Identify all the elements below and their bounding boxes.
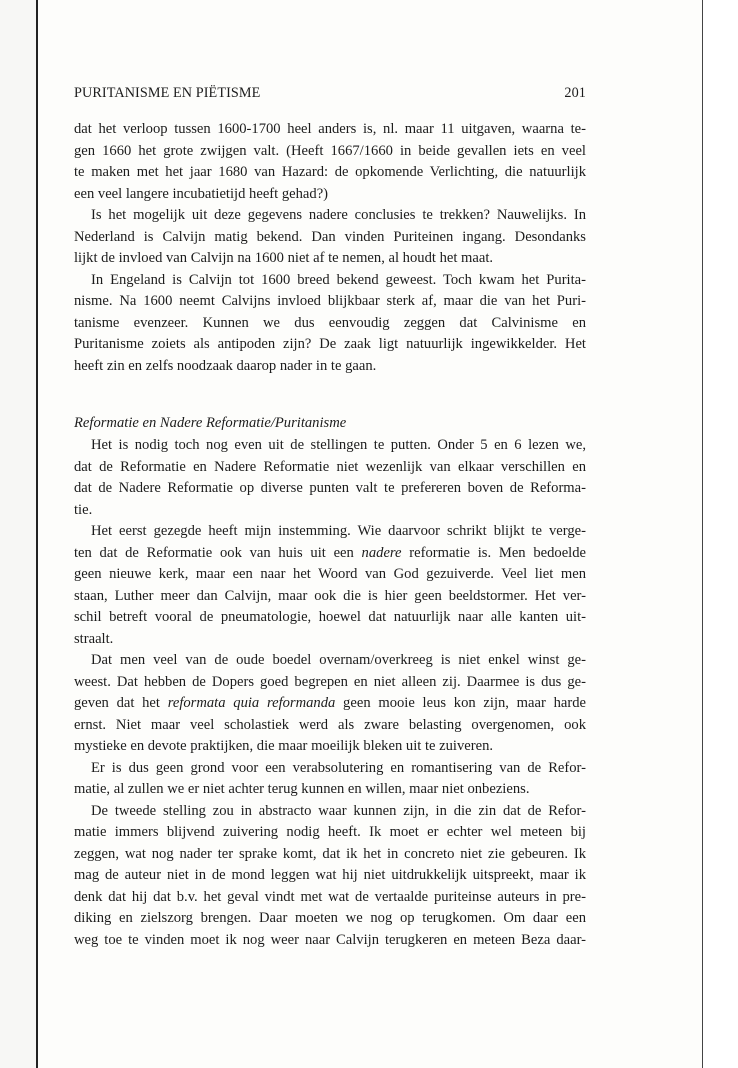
text-line: gen 1660 het grote zwijgen valt. (Heeft 1667/1660 in beide gevallen iets en veel bbox=[74, 142, 586, 159]
text-line: schil betreft vooral de pneumatologie, hoewel dat natuurlijk naar alle kanten uit- bbox=[74, 609, 586, 625]
text-line: ernst. Niet maar veel scholastiek werd als zware belasting overgenomen, ook bbox=[74, 716, 586, 733]
paragraph bbox=[74, 435, 586, 521]
paragraph bbox=[74, 758, 586, 801]
text-line: diking en zielszorg brengen. Daar moeten we nog op terugkomen. Om daar een bbox=[74, 910, 586, 926]
text-segment: geen mooie leus kon zijn, maar harde bbox=[335, 695, 586, 711]
text-line: Dat men veel van de oude boedel overnam/overkreeg is niet enkel winst ge- bbox=[91, 652, 586, 668]
text-line: heeft zin en zelfs noodzaak daarop nader in te gaan. bbox=[74, 357, 377, 374]
scan-margin-left bbox=[0, 0, 36, 1068]
text-line: nisme. Na 1600 neemt Calvijns invloed blijkbaar sterk af, maar die van het Puri- bbox=[74, 293, 586, 309]
text-segment: geven dat het bbox=[74, 695, 168, 711]
paragraph bbox=[74, 801, 586, 952]
text-line: tanisme evenzeer. Kunnen we dus eenvoudig zeggen dat Calvinisme en bbox=[74, 314, 586, 331]
text-line bbox=[74, 543, 586, 565]
text-line: Puritanisme zoiets als antipoden zijn? De zaak ligt natuurlijk ingewikkelder. Het bbox=[74, 336, 586, 352]
page-number: 201 bbox=[564, 85, 586, 101]
text-line: straalt. bbox=[74, 630, 114, 647]
text-line: matie, al zullen we er niet achter terug kunnen en willen, maar niet onbeziens. bbox=[74, 781, 530, 797]
paragraph bbox=[74, 521, 586, 650]
text-segment: reformatie is. Men bedoelde bbox=[401, 544, 587, 561]
text-line bbox=[74, 693, 586, 715]
text-line: tie. bbox=[74, 501, 93, 518]
text-line: dat de Nadere Reformatie op diverse punten valt te prefereren boven de Reforma- bbox=[74, 480, 586, 496]
text-line: matie immers blijvend zuivering nodig heeft. Ik moet er echter wel meteen bij bbox=[74, 824, 586, 840]
text-line: lijkt de invloed van Calvijn na 1600 niet af te nemen, al houdt het maat. bbox=[74, 250, 494, 266]
text-line: dat de Reformatie en Nadere Reformatie niet wezenlijk van elkaar verschillen en bbox=[74, 458, 586, 475]
text-line: Is het mogelijk uit deze gegevens nadere conclusies te trekken? Nauwelijks. In bbox=[91, 207, 586, 223]
text-line: zeggen, wat nog nader ter sprake komt, dat ik het in concreto niet zie gebeuren. Ik bbox=[74, 845, 586, 862]
paragraph bbox=[74, 270, 586, 378]
paragraph bbox=[74, 205, 586, 270]
text-line: geen nieuwe kerk, maar een naar het Woord van God gezuiverde. Veel liet men bbox=[74, 566, 586, 582]
text-line: De tweede stelling zou in abstracto waar kunnen zijn, in die zin dat de Refor- bbox=[91, 802, 586, 819]
text-line: weg toe te vinden moet ik nog weer naar Calvijn terugkeren en meteen Beza daar- bbox=[74, 931, 586, 948]
text-segment: ten dat de Reformatie ook van huis uit een bbox=[74, 544, 362, 561]
text-line: Nederland is Calvijn matig bekend. Dan vinden Puriteinen ingang. Desondanks bbox=[74, 228, 586, 245]
text-line: In Engeland is Calvijn tot 1600 breed bekend geweest. Toch kwam het Purita- bbox=[91, 271, 586, 288]
paragraph bbox=[74, 119, 586, 205]
paragraph bbox=[74, 650, 586, 758]
body-text-section-1 bbox=[74, 119, 586, 377]
text-line: Het is nodig toch nog even uit de stellingen te putten. Onder 5 en 6 lezen we, bbox=[91, 437, 586, 453]
section-heading: Reformatie en Nadere Reformatie/Puritanisme bbox=[74, 415, 347, 431]
text-line: denk dat hij dat b.v. het geval vindt met wat de vertaalde puriteinse auteurs in pre- bbox=[74, 888, 586, 905]
text-line: een veel langere incubatietijd heeft gehad?) bbox=[74, 185, 329, 202]
text-line: weest. Dat hebben de Dopers goed begrepen en niet alleen zij. Daarmee is dus ge- bbox=[74, 673, 586, 690]
scan-edge-line-right bbox=[702, 0, 703, 1068]
text-line: mystieke en devote praktijken, die maar moeilijk bleken uit te zuiveren. bbox=[74, 738, 494, 754]
text-line: Er is dus geen grond voor een verabsolutering en romantisering van de Refor- bbox=[91, 759, 586, 776]
text-line: Het eerst gezegde heeft mijn instemming. Wie daarvoor schrikt blijkt te verge- bbox=[91, 523, 586, 539]
running-head-title: PURITANISME EN PIËTISME bbox=[74, 85, 261, 101]
emphasis-phrase: reformata quia reformanda bbox=[167, 695, 336, 711]
body-text-section-2 bbox=[74, 435, 586, 951]
emphasis-word: nadere bbox=[361, 544, 402, 561]
text-line: te maken met het jaar 1680 van Hazard: de opkomende Verlichting, die natuurlijk bbox=[74, 164, 586, 180]
text-line: dat het verloop tussen 1600-1700 heel anders is, nl. maar 11 uitgaven, waarna te- bbox=[74, 121, 586, 137]
text-line: staan, Luther meer dan Calvijn, maar ook die is hier geen beeldstormer. Het ver- bbox=[74, 587, 586, 604]
text-line: mag de auteur niet in de mond leggen wat hij niet uitdrukkelijk uitspreekt, maar ik bbox=[74, 867, 586, 883]
